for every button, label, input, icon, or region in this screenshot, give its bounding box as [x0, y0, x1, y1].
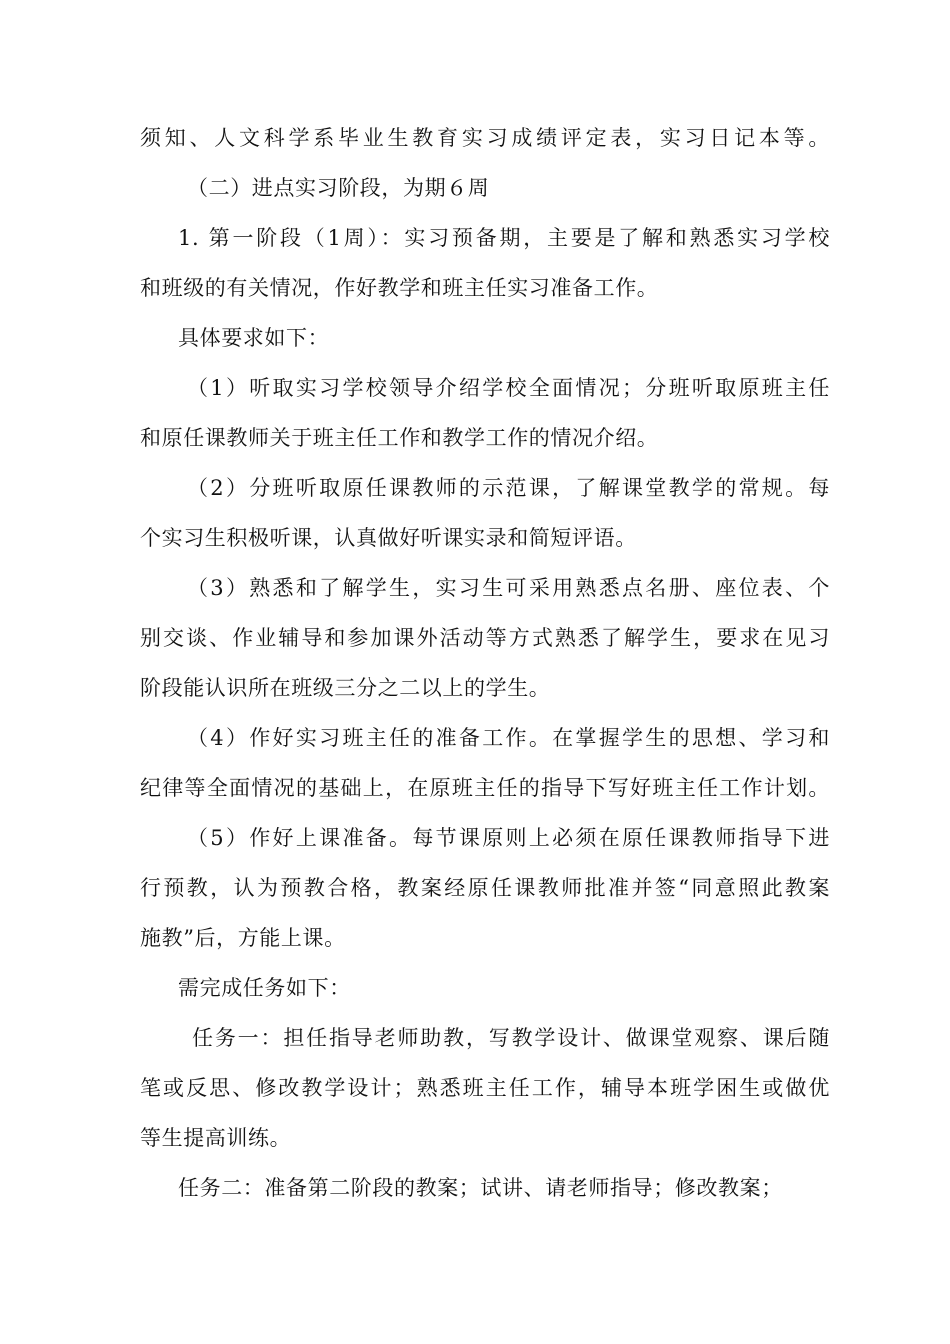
text-line: 纪律等全面情况的基础上，在原班主任的指导下写好班主任工作计划。 — [140, 776, 830, 800]
text-line: 任务一：担任指导老师助教，写教学设计、做课堂观察、课后随 — [192, 1026, 830, 1050]
text-line: 个实习生积极听课，认真做好听课实录和简短评语。 — [140, 526, 637, 550]
text-line: 需完成任务如下： — [178, 976, 351, 1000]
text-line: （3）熟悉和了解学生，实习生可采用熟悉点名册、座位表、个 — [187, 576, 830, 600]
text-line: 任务二：准备第二阶段的教案；试讲、请老师指导；修改教案； — [178, 1176, 783, 1200]
text-line: 等生提高训练。 — [140, 1126, 292, 1150]
text-line: （1）听取实习学校领导介绍学校全面情况；分班听取原班主任 — [187, 376, 830, 400]
section-heading: （二）进点实习阶段，为期６周 — [187, 176, 490, 200]
text-line: 施教”后，方能上课。 — [140, 926, 346, 950]
text-line: 和班级的有关情况，作好教学和班主任实习准备工作。 — [140, 276, 659, 300]
text-line: （4）作好实习班主任的准备工作。在掌握学生的思想、学习和 — [187, 726, 830, 750]
text-line: 行预教，认为预教合格，教案经原任课教师批准并签“同意照此教案 — [140, 876, 830, 900]
text-line: 笔或反思、修改教学设计；熟悉班主任工作，辅导本班学困生或做优 — [140, 1076, 830, 1100]
text-line: （2）分班听取原任课教师的示范课，了解课堂教学的常规。每 — [187, 476, 830, 500]
text-line: 和原任课教师关于班主任工作和教学工作的情况介绍。 — [140, 426, 659, 450]
text-line: 1. 第一阶段（1周）：实习预备期，主要是了解和熟悉实习学校 — [178, 226, 830, 250]
text-line: 具体要求如下： — [178, 326, 330, 350]
text-line: 须知、人文科学系毕业生教育实习成绩评定表，实习日记本等。 — [140, 126, 830, 150]
text-line: 阶段能认识所在班级三分之二以上的学生。 — [140, 676, 551, 700]
text-line: 别交谈、作业辅导和参加课外活动等方式熟悉了解学生，要求在见习 — [140, 626, 830, 650]
text-line: （5）作好上课准备。每节课原则上必须在原任课教师指导下进 — [187, 826, 830, 850]
